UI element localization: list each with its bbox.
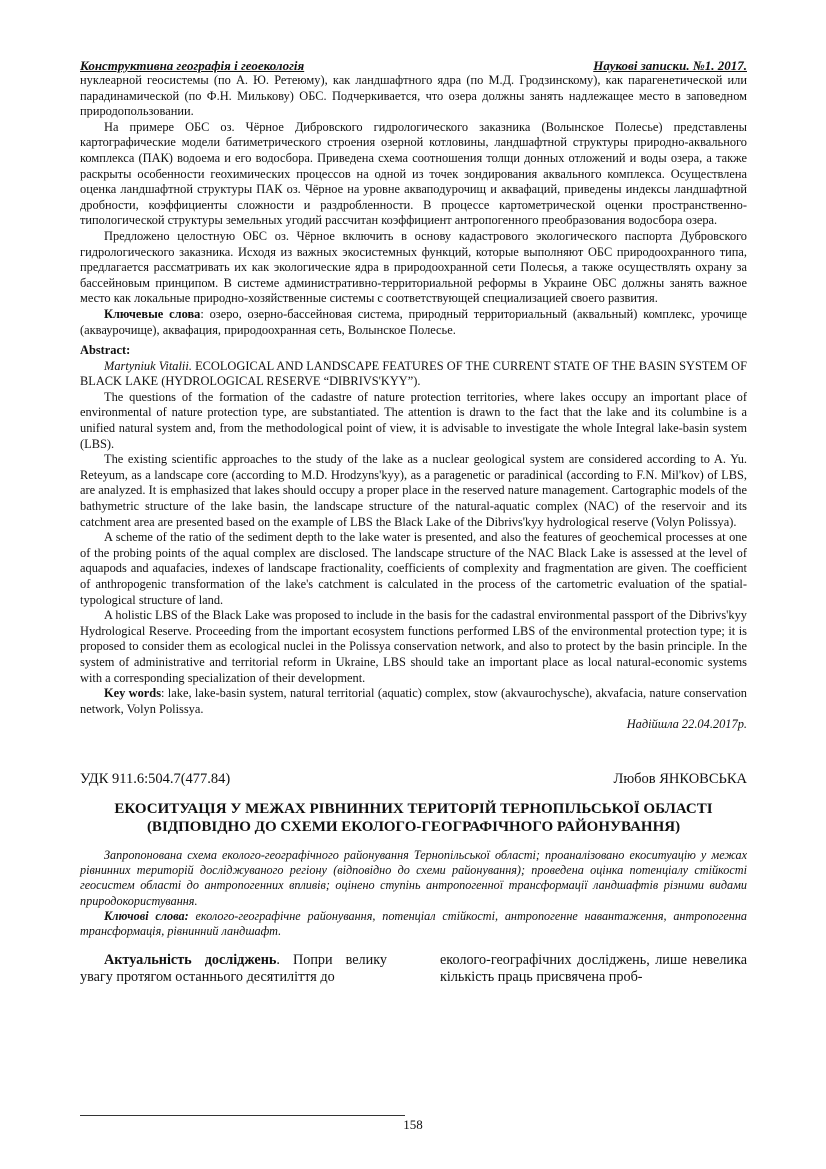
abstract-paragraph: A holistic LBS of the Black Lake was proposed to include in the basis for the cadastral environmental passport of the Dibrivs'kyy Hydrological Reserve. Proceeding from the important ecosystem functions performed LBS of the environmental protection type; it is proposed to consider them as ecological nuclei in the Polissya conservation network, and also to protect by the basin principle. In the system of administrative and territorial reform in Ukraine, LBS should take an important place as local natural-economic systems with a corresponding specialization of their development. [80, 608, 747, 685]
udc-code: УДК 911.6:504.7(477.84) [80, 770, 231, 787]
en-keywords-label: Key words [104, 686, 162, 701]
ru-keywords [80, 307, 747, 338]
ru-keywords-text: : озеро, озерно-бассейновая система, природный территориальный (аквальный) комплекс, урочище (акваурочище), аквафация, природоохранная сеть, Волынское Полесье. [80, 306, 747, 337]
abstract-paragraph: The existing scientific approaches to the study of the lake as a nuclear geological system are considered according to A. Yu. Reteyum, as a landscape core (according to M.D. Hrodzyns'kyy), as a paragenetic or paradinical (according to F.N. Mil'kov) of LBS, are analyzed. It is emphasized that lakes should occupy a proper place in the reserved nature management. Cartographic models of the bathymetric structure of the lake basin, the landscape structure of the natural-aquatic complex (NAC) of the reservoir and its catchment area are presented based on the example of LBS the Black Lake of the Dibrivs'kyy hydrological reserve (Volyn Polissya). [80, 452, 747, 529]
ru-abstract-paragraph: Предложено целостную ОБС оз. Чёрное включить в основу кадастрового экологического паспорта Дубровского гидрологического заказника. Исходя из важных экосистемных функций, которые выполняют ОБС природоохранного типа, предлагается рассматривать их как экологические ядра в природоохранной сети Полесья, а также осуществлять охрану за бассейновым принципом. В системе административно-территориальной реформы в Украине ОБС должны занять важное место как локальные природно-хозяйственные системы с соответствующей специализацией своего развития. [80, 228, 747, 306]
right-column-text: еколого-географічних досліджень, лише невелика кількість праць присвячена проб- [440, 952, 747, 986]
abstract-paragraph: A scheme of the ratio of the sediment depth to the lake water is presented, and also the features of geochemical processes at one of the probing points of the aqual complex are disclosed. The landscape structure of the NAC Black Lake is assessed at the level of aquapods and aquafacies, indexes of landscape fractionality, coefficients of complexity and fragmentation are given. The coefficient of anthropogenic transformation of the lake's catchment is calculated in the process of the cartometric evaluation of the spatial-typological structure of land. [80, 530, 747, 607]
page-number: 158 [403, 1117, 423, 1132]
footer-rule [80, 1115, 405, 1116]
right-column [440, 952, 747, 986]
journal-section: Конструктивна географія і геоекологія [80, 58, 305, 73]
abstract-paragraph: The questions of the formation of the cadastre of nature protection territories, where lakes occupy an important place of environmental of nature protection type, are substantiated. The attention is drawn to the fact that the lake and its columbine is a unified natural system and, from the methodological point of view, it is advisable to investigate the whole Integral lake-basin system (LBS). [80, 389, 747, 451]
ru-abstract-paragraph: На примере ОБС оз. Чёрное Дибровского гидрологического заказника (Волынское Полесье) представлены картографические модели батиметрического строения озерной котловины, ландшафтной структуры природно-аквального комплекса (ПАК) водоема и его водосбора. Приведена схема соотношения толщи донных отложений и воды озера, а также раскрыты особенности геохимических процессов на одной из точек зондирования аквального комплекса. Осуществлена оценка ландшафтной структуры ПАК оз. Чёрное на уровне акваподурочищ и аквафаций, приведены индексы ландшафтной дробности, коэффициенты сложности и раздробленности. В процессе картометрической оценки пространственно-типологической структуры земельных угодий рассчитан коэффициент антропогенного преобразования водосбора озера. [80, 119, 747, 228]
body-columns [80, 952, 747, 986]
abstract-author: Martyniuk Vitalii. [104, 358, 192, 373]
running-header [80, 58, 747, 73]
uk-keywords-text: еколого-географічне районування, потенціал стійкості, антропогенне навантаження, антропогенна трансформація, рівнинний ландшафт. [80, 908, 747, 938]
abstract-title-line [80, 359, 747, 390]
ru-abstract-paragraph: нуклеарной геосистемы (по А. Ю. Ретеюму), как ландшафтного ядра (по М.Д. Гродзинскому), как парагенетической или парадинамической (по Ф.Н. Милькову) ОБС. Подчеркивается, что озера должны занять надлежащее место в заповедном природопользовании. [80, 73, 747, 119]
en-keywords-text: : lake, lake-basin system, natural territorial (aquatic) complex, stow (akvaurochysche), akvafacia, nature conservation network, Volyn Polissya. [80, 686, 747, 716]
article-annotation: Запропонована схема еколого-географічного районування Тернопільської області; проаналізовано екоситуацію у межах рівнинних територій досліджуваного регіону (відповідно до схеми районування); проведена оцінка потенціалу стійкості геосистем області до антропогенних впливів; оцінено ступінь антропогенної трансформації ландшафтів різними видами природокористування. [80, 847, 747, 908]
journal-issue: Наукові записки. №1. 2017. [593, 58, 747, 73]
left-column [80, 952, 387, 986]
section-heading: Актуальність досліджень [104, 952, 277, 969]
left-column-text: . Попри велику увагу протягом останнього десятиліття до [80, 952, 387, 986]
en-keywords [80, 686, 747, 717]
udc-author-row [80, 771, 747, 788]
received-date: Надійшла 22.04.2017р. [626, 717, 747, 732]
uk-keywords [80, 909, 747, 939]
page-content [80, 58, 747, 986]
ru-keywords-label: Ключевые слова [104, 306, 201, 321]
uk-keywords-label: Ключові слова: [104, 908, 189, 923]
article-author: Любов ЯНКОВСЬКА [613, 770, 747, 787]
abstract-heading: Abstract: [80, 343, 131, 358]
abstract-title: ECOLOGICAL AND LANDSCAPE FEATURES OF THE CURRENT STATE OF THE BASIN SYSTEM OF BLACK LAKE (HYDROLOGICAL RESERVE “DIBRIVS'KYY”). [80, 358, 747, 389]
article-title: ЕКОСИТУАЦІЯ У МЕЖАХ РІВНИННИХ ТЕРИТОРІЙ ТЕРНОПІЛЬСЬКОЇ ОБЛАСТІ (ВІДПОВІДНО ДО СХЕМИ ЕКОЛОГО-ГЕОГРАФІЧНОГО РАЙОНУВАННЯ) [114, 800, 713, 835]
